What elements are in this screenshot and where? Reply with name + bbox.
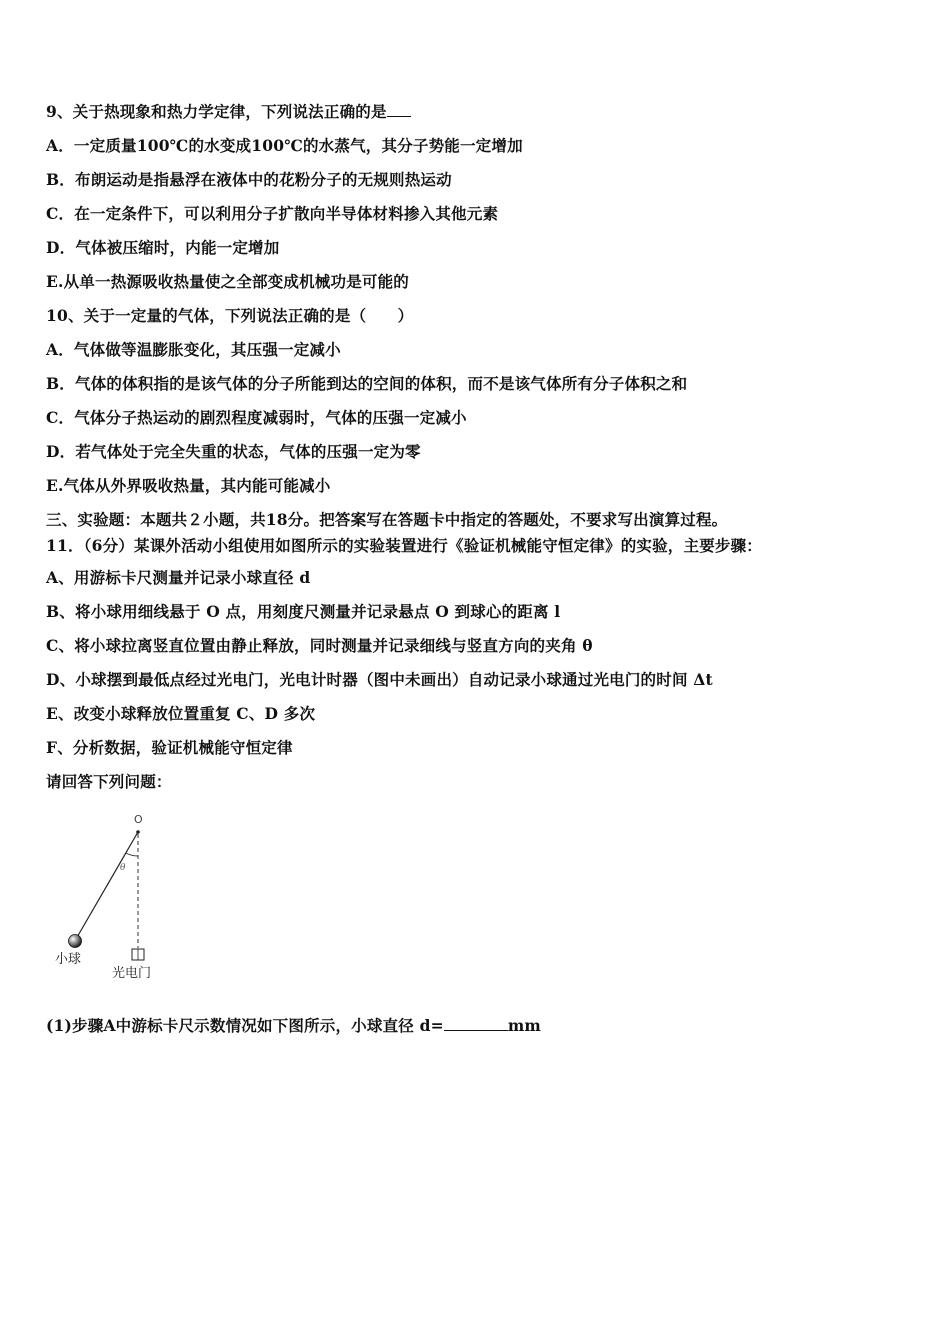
angle-label: θ [120,863,126,873]
ball [69,935,82,948]
angle-arc [126,853,138,856]
q10-option-d: D．若气体处于完全失重的状态，气体的压强一定为零 [46,442,421,461]
q11-sub1: (1)步骤A中游标卡尺示数情况如下图所示，小球直径 d= mm [46,1016,542,1035]
q10-option-b: B．气体的体积指的是该气体的分子所能到达的空间的体积，而不是该气体所有分子体积之和 [46,374,688,393]
q10-option-c: C．气体分子热运动的剧烈程度减弱时，气体的压强一定减小 [46,408,467,427]
section-3-heading: 三、实验题：本题共２小题，共18分。把答案写在答题卡中指定的答题处，不要求写出演算过程。 [46,510,728,529]
q10-stem: 10、关于一定量的气体，下列说法正确的是（ ） [46,306,414,325]
pendulum-string [76,832,138,939]
q10-option-e: E.气体从外界吸收热量，其内能可能减小 [46,476,331,495]
q9-answer-blank [387,102,411,117]
q11-step-d: D、小球摆到最低点经过光电门，光电计时器（图中未画出）自动记录小球通过光电门的时间 Δt [46,670,713,689]
q9-option-d: D．气体被压缩时，内能一定增加 [46,238,280,257]
q11-stem: 11．（6分）某课外活动小组使用如图所示的实验装置进行《验证机械能守恒定律》的实验，主要步骤： [46,536,763,555]
pendulum-diagram [46,808,176,988]
q11-step-b: B、将小球用细线悬于 O 点，用刻度尺测量并记录悬点 O 到球心的距离 l [46,602,561,621]
q9-option-e: E.从单一热源吸收热量使之全部变成机械功是可能的 [46,272,410,291]
pivot-label: O [134,813,143,826]
q9-option-b: B．布朗运动是指悬浮在液体中的花粉分子的无规则热运动 [46,170,452,189]
q9-option-c: C．在一定条件下，可以利用分子扩散向半导体材料掺入其他元素 [46,204,499,223]
q11-step-c: C、将小球拉离竖直位置由静止释放，同时测量并记录细线与竖直方向的夹角 θ [46,636,593,655]
q11-step-a: A、用游标卡尺测量并记录小球直径 d [46,568,311,587]
ball-label: 小球 [55,952,82,967]
q9-option-a: A．一定质量100℃的水变成100℃的水蒸气，其分子势能一定增加 [46,136,523,155]
photogate-label: 光电门 [112,966,152,981]
q11-step-e: E、改变小球释放位置重复 C、D 多次 [46,704,316,723]
q9-stem: 9、关于热现象和热力学定律，下列说法正确的是 [46,102,411,122]
q11-step-f: F、分析数据，验证机械能守恒定律 [46,738,293,757]
q10-option-a: A．气体做等温膨胀变化，其压强一定减小 [46,340,341,359]
diameter-answer-blank [444,1016,508,1031]
q11-prompt: 请回答下列问题： [46,772,172,791]
